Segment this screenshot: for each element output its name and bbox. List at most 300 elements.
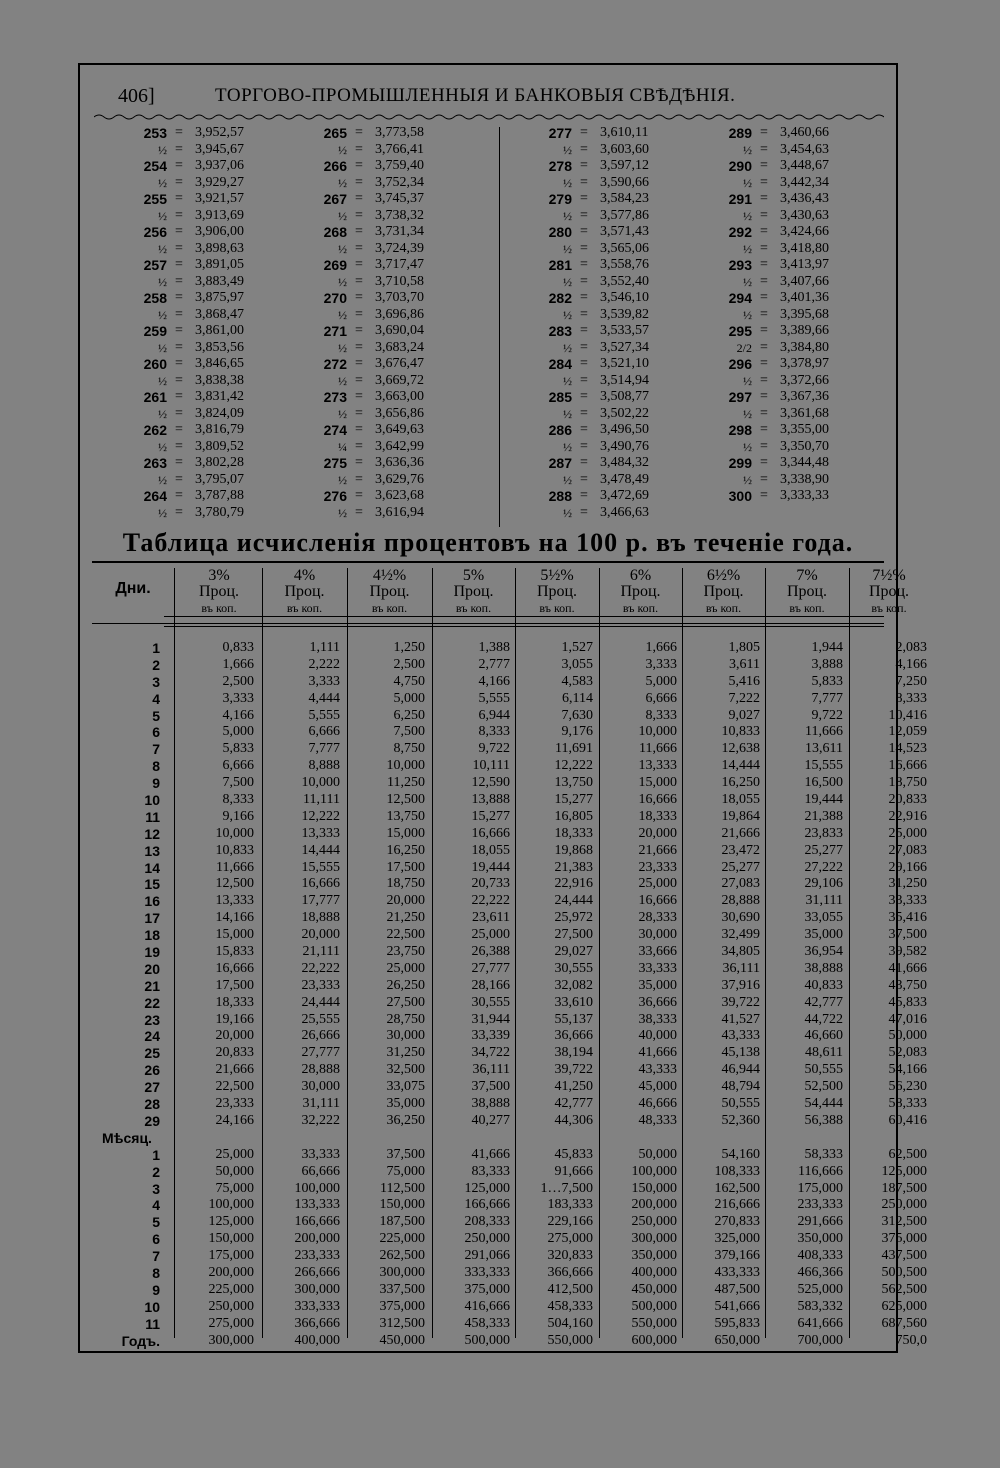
conversion-value: 3,787,88 (195, 488, 244, 503)
table-cell: 595,833 (714, 1315, 760, 1331)
conversion-key: 299 (728, 455, 752, 471)
conversion-row (540, 142, 720, 159)
conversion-value: 3,610,11 (600, 125, 649, 140)
row-label: 7 (152, 741, 160, 758)
table-cell: 24,166 (215, 1112, 254, 1128)
conversion-value: 3,333,33 (780, 488, 829, 503)
table-cell: 28,750 (386, 1011, 425, 1027)
table-row (92, 792, 927, 809)
table-cell: 250,000 (464, 1231, 510, 1247)
table-cell: 3,611 (729, 656, 760, 672)
table-cell: 7,777 (308, 741, 340, 757)
equals-sign: = (175, 141, 183, 157)
table-cell: 108,333 (714, 1163, 760, 1179)
equals-sign: = (760, 405, 768, 421)
table-cell: 27,500 (386, 994, 425, 1010)
conversion-key: 268 (323, 224, 347, 240)
table-cell: 32,500 (386, 1062, 425, 1078)
conversion-value: 3,906,00 (195, 224, 244, 239)
table-cell: 33,333 (301, 1146, 340, 1162)
equals-sign: = (175, 504, 183, 520)
table-cell: 34,805 (721, 944, 760, 960)
equals-sign: = (355, 455, 363, 470)
conversion-row (315, 208, 495, 225)
table-cell: 16,250 (721, 775, 760, 791)
table-cell: 4,750 (393, 673, 425, 689)
table-cell: 17,500 (386, 859, 425, 875)
row-label: 1 (152, 1146, 160, 1163)
table-cell: 312,500 (881, 1214, 927, 1230)
conversion-row (135, 505, 315, 522)
conversion-key: 285 (548, 389, 572, 405)
conversion-value: 3,898,63 (195, 240, 244, 256)
row-label: 7 (152, 1248, 160, 1265)
table-cell: 10,000 (638, 724, 677, 740)
conversion-value: 3,344,48 (780, 455, 829, 470)
table-cell: 19,868 (554, 842, 593, 858)
conversion-row (135, 422, 315, 439)
table-row (92, 1231, 927, 1248)
table-row (92, 876, 927, 893)
table-cell: 19,444 (471, 859, 510, 875)
table-cell: 28,333 (638, 910, 677, 926)
table-cell: 37,500 (888, 927, 927, 943)
row-label: 6 (152, 724, 160, 741)
equals-sign: = (760, 339, 768, 355)
row-label: 11 (145, 808, 160, 825)
table-cell: 20,833 (888, 792, 927, 808)
conversion-value: 3,795,07 (195, 471, 244, 487)
row-label: 28 (144, 1096, 160, 1113)
conversion-value: 3,853,56 (195, 339, 244, 355)
table-cell: 14,444 (301, 842, 340, 858)
table-cell: 12,638 (721, 741, 760, 757)
conversion-value: 3,472,69 (600, 488, 649, 503)
equals-sign: = (580, 174, 588, 190)
equals-sign: = (355, 438, 363, 454)
table-cell: 36,954 (804, 944, 843, 960)
conversion-row (540, 274, 720, 291)
table-cell: 7,500 (393, 724, 425, 740)
table-cell: 12,590 (471, 775, 510, 791)
conversion-row (135, 356, 315, 373)
table-cell: 291,066 (464, 1248, 510, 1264)
table-cell: 60,416 (888, 1112, 927, 1128)
conversion-key: 282 (548, 290, 572, 306)
table-cell: 450,000 (379, 1332, 425, 1348)
table-cell: 83,333 (471, 1163, 510, 1179)
conversion-row (720, 274, 900, 291)
conversion-row (720, 439, 900, 456)
column-rule (262, 568, 263, 1338)
table-cell: 15,000 (638, 775, 677, 791)
header-sub: Проц. (198, 583, 240, 600)
column-rule (765, 568, 766, 1338)
page-frame (78, 63, 927, 1353)
conversion-row (720, 356, 900, 373)
conversion-value: 3,629,76 (375, 471, 424, 487)
conversion-row (135, 142, 315, 159)
table-cell: 30,000 (301, 1079, 340, 1095)
conversion-row (315, 307, 495, 324)
table-cell: 11,666 (216, 859, 254, 875)
conversion-value: 3,466,63 (600, 504, 649, 520)
conversion-row (720, 406, 900, 423)
conversion-row (315, 340, 495, 357)
table-row (92, 1264, 927, 1282)
equals-sign: = (580, 422, 588, 437)
table-row (92, 1332, 927, 1350)
conversion-key: ½ (158, 307, 167, 322)
table-cell: 14,523 (888, 741, 927, 757)
equals-sign: = (175, 257, 183, 272)
table-cell: 55,137 (554, 1011, 593, 1027)
table-cell: 750,0 (895, 1332, 927, 1348)
conversion-value: 3,558,76 (600, 257, 649, 272)
conversion-row (135, 389, 315, 406)
table-cell: 366,666 (547, 1264, 593, 1280)
table-row (92, 994, 927, 1012)
header-sub: Проц. (868, 583, 910, 600)
equals-sign: = (355, 174, 363, 190)
table-cell: 250,000 (631, 1214, 677, 1230)
conversion-key: 284 (548, 356, 572, 372)
table-cell: 5,555 (308, 707, 340, 723)
conversion-row (135, 307, 315, 324)
table-cell: 187,500 (881, 1180, 927, 1196)
row-label: 18 (144, 927, 160, 944)
table-row (92, 859, 927, 877)
conversion-value: 3,603,60 (600, 141, 649, 157)
conversion-value: 3,430,63 (780, 207, 829, 223)
table-cell: 45,833 (554, 1146, 593, 1162)
conversion-key: 267 (323, 191, 347, 207)
equals-sign: = (580, 372, 588, 388)
table-cell: 28,888 (721, 893, 760, 909)
equals-sign: = (760, 257, 768, 272)
equals-sign: = (355, 273, 363, 289)
table-row (92, 640, 927, 657)
conversion-key: 291 (728, 191, 752, 207)
conversion-value: 3,372,66 (780, 372, 829, 388)
table-cell: 25,277 (721, 859, 760, 875)
table-cell: 36,111 (472, 1062, 510, 1078)
conversion-row (540, 356, 720, 373)
table-cell: 183,333 (547, 1197, 593, 1213)
equals-sign: = (580, 290, 588, 305)
equals-sign: = (580, 389, 588, 404)
equals-sign: = (760, 306, 768, 322)
table-row (92, 893, 927, 910)
table-cell: 11,666 (639, 741, 677, 757)
conversion-key: ½ (338, 406, 347, 421)
table-cell: 10,833 (721, 724, 760, 740)
table-cell: 25,000 (386, 960, 425, 976)
row-label: 6 (152, 1231, 160, 1248)
table-cell: 7,250 (895, 673, 927, 689)
equals-sign: = (355, 306, 363, 322)
row-label: 24 (144, 1028, 160, 1045)
equals-sign: = (355, 471, 363, 487)
conversion-value: 3,690,04 (375, 323, 424, 338)
conversion-key: ½ (563, 175, 572, 190)
equals-sign: = (355, 372, 363, 388)
table-cell: 30,555 (554, 960, 593, 976)
header-rate: 4% (293, 567, 316, 584)
conversion-value: 3,773,58 (375, 125, 424, 140)
table-cell: 15,000 (215, 927, 254, 943)
table-cell: 6,944 (478, 707, 510, 723)
table-cell: 270,833 (714, 1214, 760, 1230)
row-label: 2 (152, 656, 160, 673)
table-cell: 125,000 (208, 1214, 254, 1230)
conversion-value: 3,766,41 (375, 141, 424, 157)
table-cell: 3,333 (308, 673, 340, 689)
conversion-value: 3,490,76 (600, 438, 649, 454)
table-cell: 7,630 (561, 707, 593, 723)
equals-sign: = (760, 290, 768, 305)
table-cell: 58,333 (804, 1146, 843, 1162)
conversion-value: 3,527,34 (600, 339, 649, 355)
table-cell: 29,106 (804, 876, 843, 892)
table-cell: 23,333 (638, 859, 677, 875)
equals-sign: = (175, 471, 183, 487)
table-cell: 500,500 (881, 1264, 927, 1280)
equals-sign: = (355, 257, 363, 272)
equals-sign: = (355, 405, 363, 421)
conversion-value: 3,802,28 (195, 455, 244, 470)
table-cell: 11,250 (387, 775, 425, 791)
equals-sign: = (175, 273, 183, 289)
table-cell: 187,500 (379, 1214, 425, 1230)
equals-sign: = (355, 504, 363, 520)
table-cell: 333,333 (464, 1264, 510, 1280)
table-cell: 41,666 (638, 1045, 677, 1061)
equals-sign: = (760, 240, 768, 256)
conversion-value: 3,533,57 (600, 323, 649, 338)
conversion-row (315, 224, 495, 241)
header-unit: въ коп. (371, 601, 408, 615)
table-cell: 412,500 (547, 1281, 593, 1297)
table-row (92, 910, 927, 927)
running-title: ТОРГОВО-ПРОМЫШЛЕННЫЯ И БАНКОВЫЯ СВѢДѢНІЯ. (215, 85, 736, 106)
table-cell: 45,138 (721, 1045, 760, 1061)
table-row (92, 1146, 927, 1164)
table-cell: 10,416 (888, 707, 927, 723)
conversion-key: ¼ (338, 439, 347, 454)
conversion-value: 3,496,50 (600, 422, 649, 437)
conversion-row (135, 274, 315, 291)
conversion-row (540, 175, 720, 192)
conversion-key: ½ (158, 274, 167, 289)
table-cell: 22,222 (471, 893, 510, 909)
conversion-value: 3,642,99 (375, 438, 424, 454)
conversion-key: 253 (143, 125, 167, 141)
row-label: 8 (152, 1264, 160, 1281)
header-unit: въ коп. (286, 601, 323, 615)
equals-sign: = (580, 141, 588, 157)
table-cell: 625,000 (881, 1298, 927, 1314)
table-cell: 9,722 (478, 741, 510, 757)
table-cell: 5,416 (728, 673, 760, 689)
table-cell: 17,500 (215, 977, 254, 993)
row-label: 5 (152, 1214, 160, 1231)
table-cell: 20,000 (301, 927, 340, 943)
table-cell: 11,691 (555, 741, 593, 757)
table-cell: 30,555 (471, 994, 510, 1010)
table-cell: 31,250 (386, 1045, 425, 1061)
table-cell: 550,000 (631, 1315, 677, 1331)
conversion-row (720, 455, 900, 472)
table-cell: 20,000 (215, 1028, 254, 1044)
table-cell: 12,059 (888, 724, 927, 740)
equals-sign: = (760, 471, 768, 487)
equals-sign: = (760, 174, 768, 190)
table-cell: 13,750 (386, 808, 425, 824)
conversion-row (315, 455, 495, 472)
table-cell: 22,916 (554, 876, 593, 892)
equals-sign: = (580, 306, 588, 322)
table-cell: 21,111 (302, 944, 340, 960)
table-cell: 36,666 (554, 1028, 593, 1044)
table-cell: 20,000 (386, 893, 425, 909)
table-cell: 16,666 (888, 758, 927, 774)
table-cell: 408,333 (797, 1248, 843, 1264)
table-cell: 10,000 (301, 775, 340, 791)
table-cell: 1,388 (478, 640, 510, 655)
conversion-row (315, 125, 495, 142)
conversion-key: 279 (548, 191, 572, 207)
conversion-value: 3,454,63 (780, 141, 829, 157)
table-cell: 8,888 (308, 758, 340, 774)
table-cell: 23,333 (215, 1096, 254, 1112)
conversion-column-4 (720, 125, 900, 505)
conversion-row (315, 389, 495, 406)
table-cell: 21,666 (638, 842, 677, 858)
equals-sign: = (580, 224, 588, 239)
table-cell: 46,666 (638, 1096, 677, 1112)
conversion-row (135, 175, 315, 192)
conversion-row (540, 224, 720, 241)
table-cell: 32,222 (301, 1112, 340, 1128)
table-cell: 38,888 (804, 960, 843, 976)
conversion-key: ½ (338, 307, 347, 322)
conversion-key: 297 (728, 389, 752, 405)
conversion-row (540, 323, 720, 340)
table-cell: 5,555 (478, 690, 510, 706)
table-cell: 2,222 (308, 656, 340, 672)
row-label: 15 (144, 876, 160, 893)
equals-sign: = (760, 125, 768, 140)
equals-sign: = (580, 488, 588, 503)
row-label: 8 (152, 758, 160, 775)
header-unit: въ коп. (871, 601, 907, 615)
conversion-row (315, 505, 495, 522)
conversion-key: ½ (158, 340, 167, 355)
equals-sign: = (355, 191, 363, 206)
conversion-row (540, 373, 720, 390)
rate-column-header (432, 568, 515, 620)
equals-sign: = (355, 125, 363, 140)
table-row (92, 1298, 927, 1316)
conversion-value: 3,846,65 (195, 356, 244, 371)
table-cell: 37,500 (471, 1079, 510, 1095)
table-cell: 33,055 (804, 910, 843, 926)
equals-sign: = (760, 389, 768, 404)
column-rule (347, 568, 348, 1338)
table-cell: 36,666 (638, 994, 677, 1010)
conversion-row (540, 472, 720, 489)
table-cell: 225,000 (208, 1281, 254, 1297)
row-label: 4 (152, 690, 160, 707)
conversion-key: 277 (548, 125, 572, 141)
table-cell: 18,333 (638, 808, 677, 824)
table-cell: 43,333 (638, 1062, 677, 1078)
conversion-key: 263 (143, 455, 167, 471)
equals-sign: = (175, 438, 183, 454)
table-cell: 39,582 (888, 944, 927, 960)
conversion-row (135, 257, 315, 274)
table-cell: 150,000 (631, 1180, 677, 1196)
table-cell: 458,333 (464, 1315, 510, 1331)
row-label: 9 (152, 1281, 160, 1298)
conversion-value: 3,868,47 (195, 306, 244, 322)
conversion-value: 3,484,32 (600, 455, 649, 470)
conversion-row (315, 142, 495, 159)
header-unit: въ коп. (455, 601, 492, 615)
table-cell: 487,500 (714, 1281, 760, 1297)
table-cell: 22,500 (386, 927, 425, 943)
conversion-value: 3,738,32 (375, 207, 424, 223)
row-label: 20 (144, 960, 160, 977)
conversion-row (315, 356, 495, 373)
table-cell: 6,666 (308, 724, 340, 740)
table-cell: 3,333 (645, 656, 677, 672)
table-cell: 32,499 (721, 927, 760, 943)
equals-sign: = (760, 273, 768, 289)
table-cell: 550,000 (547, 1332, 593, 1348)
conversion-key: 273 (323, 389, 347, 405)
equals-sign: = (760, 438, 768, 454)
conversion-row (135, 373, 315, 390)
equals-sign: = (175, 372, 183, 388)
conversion-value: 3,413,97 (780, 257, 829, 272)
table-cell: 275,000 (208, 1315, 254, 1331)
row-label: 17 (144, 910, 160, 927)
conversion-value: 3,571,43 (600, 224, 649, 239)
header-sub: Проц. (620, 583, 661, 600)
conversion-key: ½ (563, 439, 572, 454)
table-cell: 300,000 (294, 1281, 340, 1297)
table-row (92, 977, 927, 995)
table-cell: 14,166 (215, 910, 254, 926)
table-cell: 37,500 (386, 1146, 425, 1162)
table-cell: 54,160 (721, 1146, 760, 1162)
equals-sign: = (355, 141, 363, 157)
conversion-key: 256 (143, 224, 167, 240)
table-cell: 8,333 (222, 792, 254, 808)
table-cell: 38,888 (471, 1096, 510, 1112)
conversion-value: 3,442,34 (780, 174, 829, 190)
table-cell: 54,166 (888, 1062, 927, 1078)
table-row (92, 741, 927, 758)
header-rate: 3% (208, 567, 230, 584)
header-unit: въ коп. (622, 601, 659, 615)
conversion-key: ½ (338, 472, 347, 487)
conversion-value: 3,780,79 (195, 504, 244, 520)
conversion-value: 3,929,27 (195, 174, 244, 190)
conversion-column-1 (135, 125, 315, 521)
